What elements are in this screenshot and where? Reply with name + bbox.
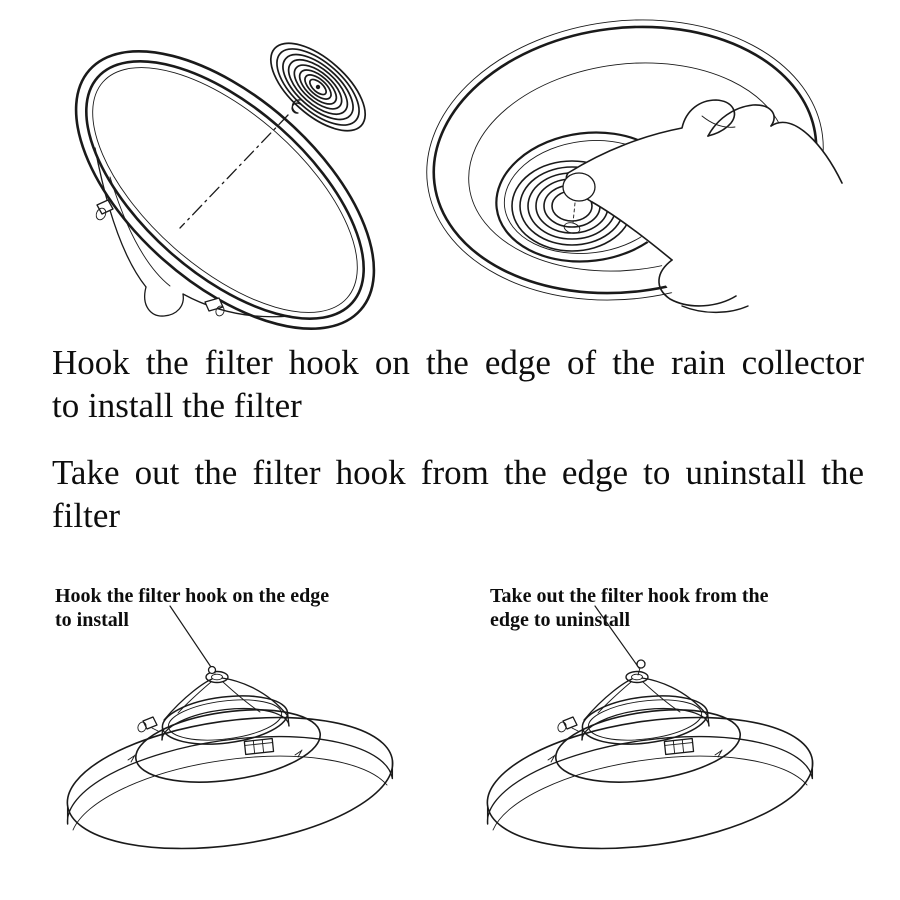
device-uninstall-figure (460, 600, 860, 890)
install-callout-line1: Hook the filter hook on the edge (55, 585, 330, 607)
uninstall-callout-line2: edge to uninstall (490, 609, 631, 631)
install-instruction-line1: Hook the filter hook on the edge of the rain collector (52, 343, 864, 382)
uninstall-leader-line (595, 606, 639, 668)
exploded-filter-figure (50, 15, 430, 350)
install-callout-line2: to install (55, 609, 129, 631)
filter-hook-lifted (637, 660, 645, 668)
alignment-dash-line (180, 115, 288, 228)
uninstall-callout-line1: Take out the filter hook from the (490, 585, 769, 607)
device-install-figure (40, 600, 440, 890)
funnel-rim (50, 15, 422, 350)
uninstall-instruction (52, 451, 864, 537)
install-instruction (52, 341, 864, 427)
install-instruction-line2: to install the filter (52, 386, 302, 425)
uninstall-instruction-line2: filter (52, 496, 121, 535)
fingertip (563, 173, 595, 201)
install-leader-line (170, 606, 215, 673)
uninstall-instruction-line1: Take out the filter hook from the edge to uninstall the (52, 453, 864, 492)
hand-pressing-filter-figure (420, 10, 890, 340)
funnel-body (94, 148, 290, 317)
filter-hook-seated (209, 667, 216, 674)
